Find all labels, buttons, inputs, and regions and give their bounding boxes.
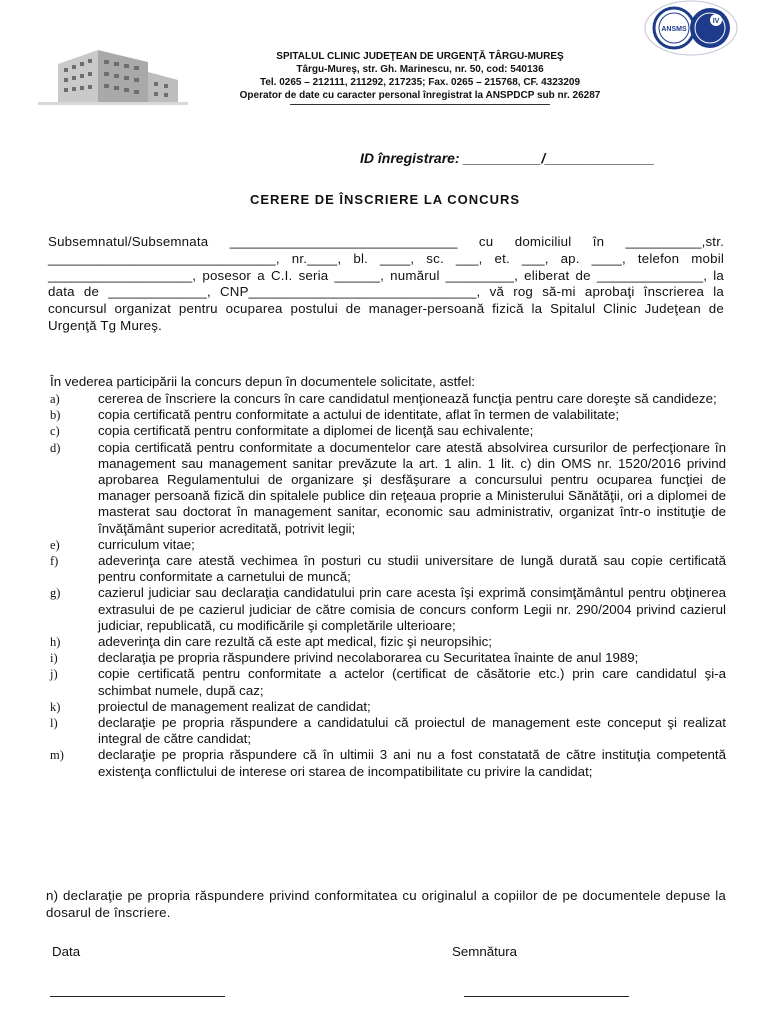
date-line [50, 996, 225, 997]
hospital-building-logo [38, 42, 188, 114]
list-item [50, 666, 726, 698]
item-letter: i) [50, 651, 58, 666]
list-item [50, 747, 726, 779]
accreditation-seal-logo [644, 0, 738, 56]
item-text: declaraţie pe propria răspundere că în ultimii 3 ani nu a fost constatată de către instituţia competentă existenţa conflictului de interese ori starea de incompatibilitate cu privire la candidat; [98, 747, 726, 779]
signature-line [464, 996, 629, 997]
item-text: copia certificată pentru conformitate a diplomei de licenţă sau echivalente; [98, 423, 534, 439]
page-title: CERERE DE ÎNSCRIERE LA CONCURS [249, 192, 521, 207]
signature-label: Semnătura [452, 944, 518, 959]
item-letter: a) [50, 392, 60, 406]
item-letter: c) [50, 424, 60, 439]
item-letter: f) [50, 554, 59, 569]
hospital-header [190, 50, 650, 105]
item-letter: j) [50, 667, 58, 682]
hospital-name: SPITALUL CLINIC JUDEŢEAN DE URGENŢĂ TÂRGU-MUREŞ [276, 51, 564, 62]
item-letter: k) [50, 699, 61, 714]
date-label: Data [52, 944, 81, 959]
list-item [50, 715, 726, 747]
list-item [50, 634, 726, 650]
item-text: adeverinţa din care rezultă că este apt medical, fizic şi neuropsihic; [98, 634, 492, 650]
list-item [50, 553, 726, 585]
list-item [50, 585, 726, 634]
list-item [50, 407, 726, 423]
item-letter: b) [50, 408, 61, 423]
hospital-address: Târgu-Mureş, str. Gh. Marinescu, nr. 50, cod: 540136 [296, 64, 544, 75]
item-letter: e) [50, 537, 60, 552]
item-text: copie certificată pentru conformitate a actelor (certificat de căsătorie etc.) prin care candidatul şi-a schimbat numele, după caz; [98, 666, 726, 698]
item-text: copia certificată pentru conformitate a documentelor care atestă absolvirea cursurilor de perfecţionare în management sau management sanitar prevăzute la art. 1 alin. 1 lit. c) din OMS nr. 1520/2016 privind aprobarea Regulamentului de organizare şi desfăşurare a concursului pentru ocuparea funcţiei de manager persoană fizică din spitalele publice din reţeaua proprie a Ministerului Sănătăţii, ori a diplomei de masterat sau doctorat în management sanitar, economic sau administrativ, organizat într-o instituţie de învăţământ superior acreditată, potrivit legii; [98, 439, 726, 536]
list-item [50, 699, 726, 715]
item-letter: h) [50, 635, 61, 650]
documents-list [50, 391, 726, 780]
hospital-contact: Tel. 0265 – 212111, 211292, 217235; Fax. 0265 – 215768, CF. 4323209 [259, 77, 581, 88]
registration-id: ID înregistrare: __________/______________ [360, 150, 655, 166]
list-item [50, 440, 726, 537]
item-text: adeverinţa care atestă vechimea în posturi cu studii universitare de lungă durată sau copie certificată pentru conformitate a carnetului de muncă; [98, 553, 726, 585]
item-letter: d) [50, 440, 61, 455]
data-operator-note: Operator de date cu caracter personal înregistrat la ANSPDCP sub nr. 26287 [239, 90, 601, 101]
item-text: declaraţia pe propria răspundere privind necolaborarea cu Securitatea înainte de anul 1989; [98, 650, 639, 666]
seal-text: ANSMS [661, 26, 687, 33]
seal-badge: IV [712, 18, 720, 25]
list-item [50, 391, 726, 407]
item-letter: m) [50, 748, 64, 763]
list-item [50, 423, 726, 439]
item-letter: l) [50, 716, 58, 731]
item-text: cererea de înscriere la concurs în care candidatul menţionează funcţia pentru care doreşte să candideze; [98, 391, 717, 406]
list-item [50, 537, 726, 553]
applicant-declaration: Subsemnatul/Subsemnata ______________________________ cu domiciliul în __________,str. ______________________________, nr.____, bl. ____, sc. ___, et. ___, ap. ____, telefon mobil ___________________, posesor a C.I. seria ______, numărul _________, eliberat de ______________, la data de _____________, CNP______________________________, vă rog să-mi aprobaţi înscrierea la concursul organizat pentru ocuparea postului de manager-persoană fizică la Spitalul Clinic Judeţean de Urgenţă Tg Mureş. [48, 234, 724, 333]
item-text: proiectul de management realizat de candidat; [98, 698, 371, 714]
item-text: cazierul judiciar sau declaraţia candidatului prin care acesta îşi exprimă consimţământul pentru obţinerea extrasului de pe cazierul judiciar de către comisia de concurs conform Legii nr. 290/2004 privind cazierul judiciar, republicată, cu modificările şi completările ulterioare; [98, 585, 726, 633]
item-text: copia certificată pentru conformitate a actului de identitate, aflat în termen de valabilitate; [98, 407, 620, 423]
final-declaration-item: n) declaraţie pe propria răspundere privind conformitatea cu originalul a copiilor de pe documentele depuse la dosarul de înscriere. [46, 888, 726, 920]
item-text: declaraţie pe propria răspundere a candidatului că proiectul de management este conceput şi realizat integral de către candidat; [98, 715, 726, 747]
item-letter: g) [50, 586, 61, 601]
documents-intro: În vederea participării la concurs depun în documentele solicitate, astfel: [50, 374, 476, 389]
item-text: curriculum vitae; [98, 536, 195, 552]
list-item [50, 650, 726, 666]
header-divider [290, 104, 550, 105]
